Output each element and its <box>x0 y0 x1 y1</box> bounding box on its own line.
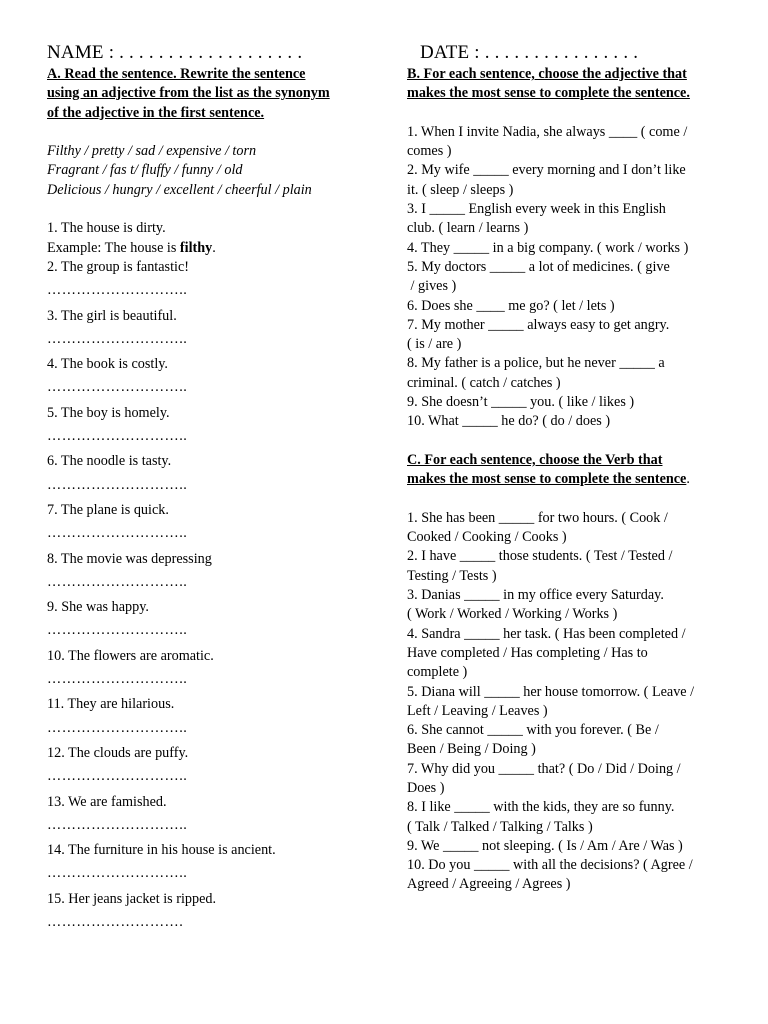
section-b-heading <box>407 65 727 104</box>
section-c-line: 2. I have _____ those students. ( Test / Tested / <box>407 548 673 565</box>
section-b-line: 1. When I invite Nadia, she always ____ ( come / <box>407 123 688 140</box>
answer-line: ………………………. <box>47 913 184 930</box>
section-c-heading <box>407 451 727 490</box>
section-b-line: comes ) <box>407 143 452 160</box>
section-a-heading-line: of the adjective in the first sentence. <box>47 104 265 121</box>
section-c-line: Testing / Tests ) <box>407 567 497 584</box>
section-a <box>47 65 377 938</box>
section-c-line: Left / Leaving / Leaves ) <box>407 702 548 719</box>
answer-line: ……………………….. <box>47 525 188 542</box>
question-item: 15. Her jeans jacket is ripped. <box>47 890 217 907</box>
section-b-line: it. ( sleep / sleeps ) <box>407 181 514 198</box>
section-c-heading-line: C. For each sentence, choose the Verb that <box>407 451 663 468</box>
section-b-line: 6. Does she ____ me go? ( let / lets ) <box>407 297 615 314</box>
answer-line: ……………………….. <box>47 671 188 688</box>
section-c-line: Agreed / Agreeing / Agrees ) <box>407 876 571 893</box>
section-c-line: 1. She has been _____ for two hours. ( Cook / <box>407 509 668 526</box>
section-c-heading-period: . <box>686 471 690 488</box>
section-b-line: / gives ) <box>407 278 457 295</box>
name-field-label: NAME : . . . . . . . . . . . . . . . . . . . <box>47 42 303 63</box>
section-c-line: Been / Being / Doing ) <box>407 741 536 758</box>
question-item: 14. The furniture in his house is ancient. <box>47 842 276 859</box>
answer-line: ……………………….. <box>47 816 188 833</box>
section-b-line: 3. I _____ English every week in this English <box>407 201 666 218</box>
section-c-line: 10. Do you _____ with all the decisions? ( Agree / <box>407 857 693 874</box>
word-list-line: Filthy / pretty / sad / expensive / torn <box>47 143 257 160</box>
answer-line: ……………………….. <box>47 476 188 493</box>
section-b-line: 8. My father is a police, but he never _____ a <box>407 355 665 372</box>
answer-line: ……………………….. <box>47 865 188 882</box>
example-sentence <box>47 239 377 258</box>
section-c-line: 7. Why did you _____ that? ( Do / Did / Doing / <box>407 760 681 777</box>
adjective-word-list <box>47 142 377 200</box>
answer-line: ……………………….. <box>47 428 188 445</box>
answer-line: ……………………….. <box>47 573 188 590</box>
answer-line: ……………………….. <box>47 379 188 396</box>
question-item: 3. The girl is beautiful. <box>47 307 177 324</box>
section-b-line: 5. My doctors _____ a lot of medicines. ( give <box>407 258 670 275</box>
question-item: 5. The boy is homely. <box>47 404 170 421</box>
word-list-line: Fragrant / fas t/ fluffy / funny / old <box>47 162 243 179</box>
section-c-line: 3. Danias _____ in my office every Saturday. <box>407 587 664 604</box>
question-item: 6. The noodle is tasty. <box>47 453 172 470</box>
section-c-items <box>407 509 727 895</box>
section-c-line: Have completed / Has completing / Has to <box>407 644 648 661</box>
section-b-line: club. ( learn / learns ) <box>407 220 529 237</box>
section-c-line: Does ) <box>407 779 445 796</box>
answer-line: ……………………….. <box>47 768 188 785</box>
section-b-heading-line: B. For each sentence, choose the adjective that <box>407 66 687 82</box>
date-field-label: DATE : . . . . . . . . . . . . . . . . <box>420 42 639 63</box>
question-item: 9. She was happy. <box>47 599 149 616</box>
section-b-line: 7. My mother _____ always easy to get angry. <box>407 316 670 333</box>
section-c-line: ( Work / Worked / Working / Works ) <box>407 606 618 623</box>
answer-line: ……………………….. <box>47 330 188 347</box>
section-c-line: ( Talk / Talked / Talking / Talks ) <box>407 818 593 835</box>
question-item: 4. The book is costly. <box>47 356 168 373</box>
section-c-line: 5. Diana will _____ her house tomorrow. ( Leave / <box>407 683 695 700</box>
section-c-line: 9. We _____ not sleeping. ( Is / Am / Are / Was ) <box>407 837 683 854</box>
section-b-c <box>407 65 727 895</box>
question-item: 13. We are famished. <box>47 793 167 810</box>
question-item: 8. The movie was depressing <box>47 550 212 567</box>
section-b-line: 10. What _____ he do? ( do / does ) <box>407 413 611 430</box>
question-item: 11. They are hilarious. <box>47 696 175 713</box>
question-item: 2. The group is fantastic! <box>47 258 189 275</box>
section-b-items <box>407 123 727 432</box>
example-prefix: Example: The house is <box>47 239 180 256</box>
section-c-line: complete ) <box>407 664 468 681</box>
section-b-line: 2. My wife _____ every morning and I don’t like <box>407 162 686 179</box>
section-b-line: ( is / are ) <box>407 336 462 353</box>
example-suffix: . <box>212 239 216 256</box>
section-b-line: 9. She doesn’t _____ you. ( like / likes ) <box>407 394 635 411</box>
section-a-heading-line: using an adjective from the list as the synonym <box>47 85 330 102</box>
question-item: 10. The flowers are aromatic. <box>47 647 214 664</box>
section-c-line: 6. She cannot _____ with you forever. ( Be / <box>407 722 659 739</box>
section-a-heading-line: A. Read the sentence. Rewrite the sentence <box>47 66 306 82</box>
section-c-line: 4. Sandra _____ her task. ( Has been completed / <box>407 625 686 642</box>
section-b-line: criminal. ( catch / catches ) <box>407 374 561 391</box>
section-c-heading-line2 <box>407 470 727 489</box>
question-item: 12. The clouds are puffy. <box>47 744 189 761</box>
section-c-line: Cooked / Cooking / Cooks ) <box>407 529 567 546</box>
answer-line: ……………………….. <box>47 622 188 639</box>
section-a-heading <box>47 65 377 123</box>
section-b-heading-line: makes the most sense to complete the sentence. <box>407 85 690 102</box>
question-item: 1. The house is dirty. <box>47 220 166 237</box>
example-answer: filthy <box>179 239 213 256</box>
section-c-heading-text: makes the most sense to complete the sentence <box>407 471 687 488</box>
question-item: 7. The plane is quick. <box>47 501 169 518</box>
section-c-line: 8. I like _____ with the kids, they are so funny. <box>407 799 675 816</box>
answer-line: ……………………….. <box>47 282 188 299</box>
word-list-line: Delicious / hungry / excellent / cheerful / plain <box>47 181 312 198</box>
answer-line: ……………………….. <box>47 719 188 736</box>
section-b-line: 4. They _____ in a big company. ( work / works ) <box>407 239 689 256</box>
